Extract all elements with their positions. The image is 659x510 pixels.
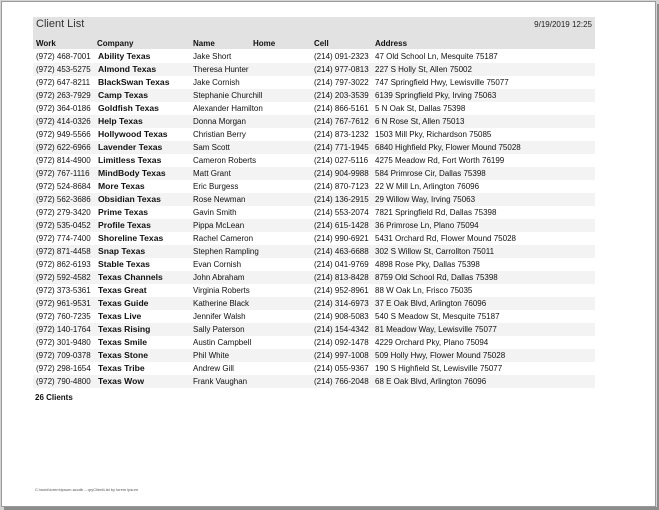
cell-address: 88 W Oak Ln, Frisco 75035 [375, 286, 473, 295]
cell-work: (972) 862-6193 [36, 260, 91, 269]
table-row [33, 50, 595, 63]
cell-work: (972) 949-5566 [36, 130, 91, 139]
cell-company: Almond Texas [98, 64, 157, 74]
cell-address: 190 S Highfield St, Lewisville 75077 [375, 364, 503, 373]
client-rows [33, 50, 595, 388]
table-row [33, 336, 595, 349]
cell-name: Frank Vaughan [193, 377, 248, 386]
cell-work: (972) 961-9531 [36, 299, 91, 308]
cell-name: Stephanie Churchill [193, 91, 263, 100]
cell-cell: (214) 952-8961 [314, 286, 369, 295]
cell-cell: (214) 154-4342 [314, 325, 369, 334]
table-row [33, 63, 595, 76]
cell-cell: (214) 091-2323 [314, 52, 369, 61]
cell-name: Phil White [193, 351, 230, 360]
cell-cell: (214) 766-2048 [314, 377, 369, 386]
cell-cell: (214) 092-1478 [314, 338, 369, 347]
title-bar [33, 17, 595, 34]
cell-address: 227 S Holly St, Allen 75002 [375, 65, 472, 74]
cell-work: (972) 298-1654 [36, 364, 91, 373]
cell-work: (972) 709-0378 [36, 351, 91, 360]
cell-name: Cameron Roberts [193, 156, 257, 165]
cell-company: Texas Rising [98, 324, 151, 334]
table-row [33, 167, 595, 180]
cell-cell: (214) 027-5116 [314, 156, 369, 165]
cell-company: Texas Guide [98, 298, 149, 308]
report-footer: C:\work\lorem\ipsum.accdb – qryClientList by lorem ipsum [35, 487, 138, 492]
cell-company: Hollywood Texas [98, 129, 168, 139]
cell-work: (972) 468-7001 [36, 52, 91, 61]
cell-name: Sam Scott [193, 143, 230, 152]
cell-address: 5431 Orchard Rd, Flower Mound 75028 [375, 234, 516, 243]
cell-company: Lavender Texas [98, 142, 163, 152]
cell-address: 8759 Old School Rd, Dallas 75398 [375, 273, 498, 282]
cell-name: Virginia Roberts [193, 286, 250, 295]
cell-work: (972) 622-6966 [36, 143, 91, 152]
cell-company: Texas Wow [98, 376, 145, 386]
cell-company: Prime Texas [98, 207, 149, 217]
cell-address: 22 W Mill Ln, Arlington 76096 [375, 182, 480, 191]
cell-address: 7821 Springfield Rd, Dallas 75398 [375, 208, 497, 217]
header-work: Work [36, 39, 56, 48]
header-cell: Cell [314, 39, 329, 48]
cell-company: Stable Texas [98, 259, 150, 269]
cell-work: (972) 562-3686 [36, 195, 91, 204]
cell-work: (972) 814-4900 [36, 156, 91, 165]
cell-cell: (214) 904-9988 [314, 169, 369, 178]
cell-address: 47 Old School Ln, Mesquite 75187 [375, 52, 498, 61]
cell-address: 36 Primrose Ln, Plano 75094 [375, 221, 479, 230]
cell-cell: (214) 203-3539 [314, 91, 369, 100]
cell-company: Camp Texas [98, 90, 148, 100]
cell-cell: (214) 908-5083 [314, 312, 369, 321]
cell-work: (972) 535-0452 [36, 221, 91, 230]
cell-cell: (214) 797-3022 [314, 78, 369, 87]
cell-name: Evan Cornish [193, 260, 242, 269]
cell-company: Help Texas [98, 116, 143, 126]
table-row [33, 102, 595, 115]
cell-work: (972) 647-8211 [36, 78, 91, 87]
cell-address: 5 N Oak St, Dallas 75398 [375, 104, 466, 113]
table-row [33, 245, 595, 258]
table-row [33, 219, 595, 232]
table-row [33, 297, 595, 310]
cell-company: MindBody Texas [98, 168, 166, 178]
header-home: Home [253, 39, 276, 48]
cell-cell: (214) 041-9769 [314, 260, 369, 269]
cell-company: Texas Live [98, 311, 142, 321]
cell-company: Shoreline Texas [98, 233, 164, 243]
cell-work: (972) 524-8684 [36, 182, 91, 191]
cell-company: Texas Great [98, 285, 147, 295]
cell-cell: (214) 870-7123 [314, 182, 369, 191]
cell-name: Rose Newman [193, 195, 246, 204]
cell-company: Obsidian Texas [98, 194, 161, 204]
cell-work: (972) 279-3420 [36, 208, 91, 217]
cell-work: (972) 414-0326 [36, 117, 91, 126]
cell-address: 6139 Springfield Pky, Irving 75063 [375, 91, 497, 100]
cell-cell: (214) 615-1428 [314, 221, 369, 230]
table-row [33, 206, 595, 219]
table-row [33, 141, 595, 154]
header-company: Company [97, 39, 134, 48]
cell-work: (972) 871-4458 [36, 247, 91, 256]
cell-address: 68 E Oak Blvd, Arlington 76096 [375, 377, 487, 386]
column-header-row [33, 34, 595, 49]
cell-work: (972) 774-7400 [36, 234, 91, 243]
table-row [33, 128, 595, 141]
cell-company: Limitless Texas [98, 155, 162, 165]
cell-company: BlackSwan Texas [98, 77, 170, 87]
cell-name: Christian Berry [193, 130, 246, 139]
cell-address: 4229 Orchard Pky, Plano 75094 [375, 338, 489, 347]
cell-address: 302 S Willow St, Carrollton 75011 [375, 247, 495, 256]
cell-cell: (214) 873-1232 [314, 130, 369, 139]
cell-cell: (214) 136-2915 [314, 195, 369, 204]
table-row [33, 362, 595, 375]
cell-address: 6840 Highfield Pky, Flower Mound 75028 [375, 143, 521, 152]
cell-address: 509 Holly Hwy, Flower Mound 75028 [375, 351, 506, 360]
table-row [33, 232, 595, 245]
cell-address: 584 Primrose Cir, Dallas 75398 [375, 169, 486, 178]
cell-company: Profile Texas [98, 220, 151, 230]
table-row [33, 154, 595, 167]
cell-company: Texas Stone [98, 350, 148, 360]
cell-cell: (214) 771-1945 [314, 143, 369, 152]
report-date: 9/19/2019 12:25 [534, 20, 592, 29]
cell-company: Goldfish Texas [98, 103, 159, 113]
cell-work: (972) 373-5361 [36, 286, 91, 295]
cell-work: (972) 140-1764 [36, 325, 91, 334]
cell-work: (972) 263-7929 [36, 91, 91, 100]
cell-address: 1503 Mill Pky, Richardson 75085 [375, 130, 492, 139]
cell-company: Ability Texas [98, 51, 151, 61]
cell-name: Jennifer Walsh [193, 312, 246, 321]
cell-name: Gavin Smith [193, 208, 237, 217]
cell-work: (972) 592-4582 [36, 273, 91, 282]
table-row [33, 310, 595, 323]
cell-cell: (214) 463-6688 [314, 247, 369, 256]
table-row [33, 76, 595, 89]
table-row [33, 271, 595, 284]
table-row [33, 258, 595, 271]
cell-address: 747 Springfield Hwy, Lewisville 75077 [375, 78, 509, 87]
table-row [33, 323, 595, 336]
table-row [33, 193, 595, 206]
header-address: Address [375, 39, 408, 48]
cell-name: Andrew Gill [193, 364, 234, 373]
cell-company: Texas Smile [98, 337, 148, 347]
cell-address: 81 Meadow Way, Lewisville 75077 [375, 325, 497, 334]
cell-work: (972) 790-4800 [36, 377, 91, 386]
cell-work: (972) 760-7235 [36, 312, 91, 321]
cell-work: (972) 767-1116 [36, 169, 90, 178]
cell-cell: (214) 553-2074 [314, 208, 369, 217]
cell-name: Jake Cornish [193, 78, 240, 87]
cell-address: 6 N Rose St, Allen 75013 [375, 117, 465, 126]
cell-name: Stephen Rampling [193, 247, 259, 256]
cell-address: 4898 Rose Pky, Dallas 75398 [375, 260, 480, 269]
table-row [33, 115, 595, 128]
report-title: Client List [36, 18, 85, 30]
cell-company: More Texas [98, 181, 145, 191]
cell-work: (972) 364-0186 [36, 104, 91, 113]
cell-name: Donna Morgan [193, 117, 246, 126]
table-row [33, 180, 595, 193]
cell-cell: (214) 055-9367 [314, 364, 369, 373]
table-row [33, 89, 595, 102]
cell-name: Eric Burgess [193, 182, 239, 191]
cell-company: Snap Texas [98, 246, 146, 256]
cell-cell: (214) 990-6921 [314, 234, 369, 243]
cell-name: Austin Campbell [193, 338, 252, 347]
cell-name: Rachel Cameron [193, 234, 254, 243]
client-count: 26 Clients [35, 393, 73, 402]
cell-work: (972) 453-5275 [36, 65, 91, 74]
cell-name: Katherine Black [193, 299, 250, 308]
table-row [33, 349, 595, 362]
cell-name: Alexander Hamilton [193, 104, 263, 113]
cell-address: 29 Willow Way, Irving 75063 [375, 195, 476, 204]
cell-address: 4275 Meadow Rd, Fort Worth 76199 [375, 156, 505, 165]
cell-name: Matt Grant [193, 169, 231, 178]
cell-cell: (214) 977-0813 [314, 65, 369, 74]
cell-name: Sally Paterson [193, 325, 245, 334]
cell-name: Theresa Hunter [193, 65, 249, 74]
cell-address: 540 S Meadow St, Mesquite 75187 [375, 312, 500, 321]
cell-name: John Abraham [193, 273, 245, 282]
cell-company: Texas Channels [98, 272, 163, 282]
cell-name: Pippa McLean [193, 221, 245, 230]
cell-name: Jake Short [193, 52, 232, 61]
report-page [1, 1, 656, 507]
cell-work: (972) 301-9480 [36, 338, 91, 347]
table-row [33, 284, 595, 297]
header-name: Name [193, 39, 215, 48]
cell-cell: (214) 866-5161 [314, 104, 369, 113]
cell-cell: (214) 767-7612 [314, 117, 369, 126]
cell-cell: (214) 314-6973 [314, 299, 369, 308]
table-row [33, 375, 595, 388]
cell-company: Texas Tribe [98, 363, 145, 373]
cell-cell: (214) 813-8428 [314, 273, 369, 282]
cell-cell: (214) 997-1008 [314, 351, 369, 360]
cell-address: 37 E Oak Blvd, Arlington 76096 [375, 299, 487, 308]
